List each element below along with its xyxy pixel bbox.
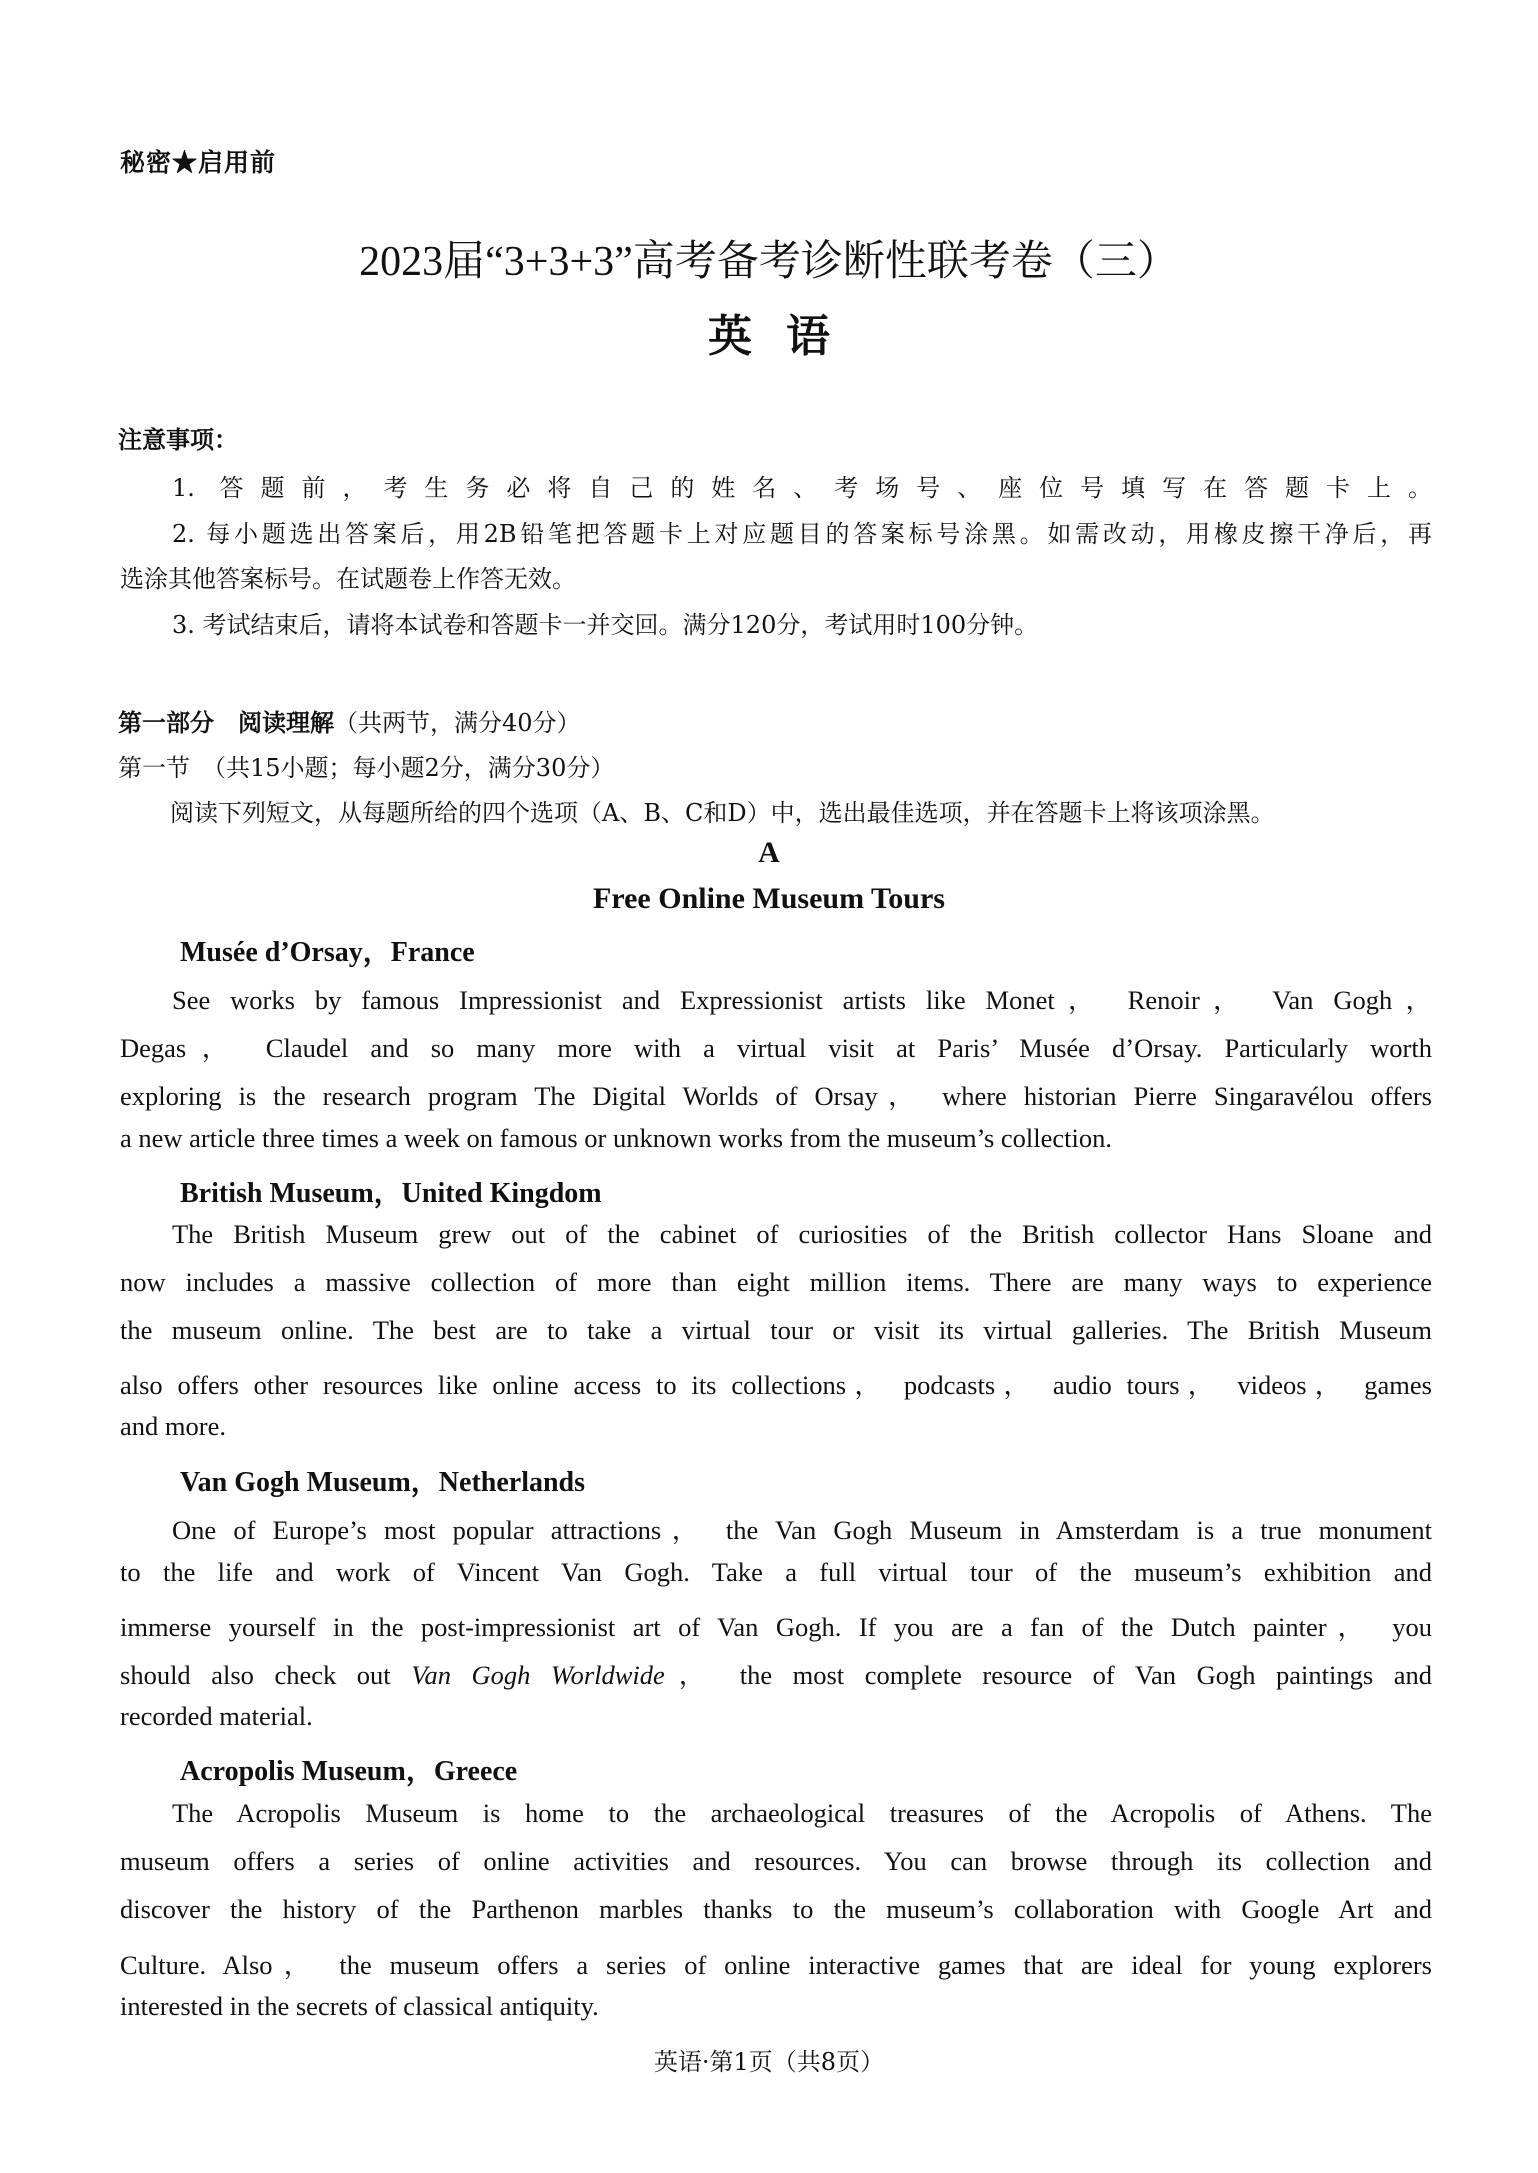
part1-heading-rest: （共两节，满分40分） [334,709,581,737]
passage-title: Free Online Museum Tours [593,882,945,915]
note-item-1: 1. 答题前，考生务必将自己的姓名、考场号、座位号填写在答题卡上。 [172,474,1432,502]
notes-heading: 注意事项： [118,425,238,454]
museum-heading-vangogh: Van Gogh Museum，Netherlands [180,1467,586,1498]
italic-title: Van Gogh Worldwide [411,1660,665,1690]
museum-heading-british: British Museum，United Kingdom [180,1178,602,1209]
paragraph-line: to the life and work of Vincent Van Gogh. Take a full virtual tour of the museum’s exhibition and [120,1557,1432,1587]
paragraph-line: interested in the secrets of classical antiquity. [120,1991,599,2021]
paragraph-line: now includes a massive collection of more than eight million items. There are many ways to experience [120,1267,1432,1297]
instruction: 阅读下列短文，从每题所给的四个选项（A、B、C和D）中，选出最佳选项，并在答题卡上将该项涂黑。 [170,799,1275,827]
note-item-3: 3. 考试结束后，请将本试卷和答题卡一并交回。满分120分，考试用时100分钟。 [172,611,1039,639]
exam-title: 2023届“3+3+3”高考备考诊断性联考卷（三） [359,239,1179,285]
subject-title: 英语 [708,311,864,362]
paragraph-line: museum offers a series of online activities and resources. You can browse through its collection and [120,1846,1432,1876]
part1-heading-bold: 第一部分 阅读理解 [118,708,334,737]
paragraph-line: Culture. Also， the museum offers a series of online interactive games that are ideal for young explorers [120,1950,1432,1980]
paragraph-line: The British Museum grew out of the cabinet of curiosities of the British collector Hans Sloane and [172,1219,1432,1249]
section1-heading: 第一节 （共15小题；每小题2分，满分30分） [118,754,615,782]
paragraph-line: also offers other resources like online access to its collections， podcasts， audio tours， videos， games [120,1370,1432,1400]
paragraph-line: discover the history of the Parthenon marbles thanks to the museum’s collaboration with Google Art and [120,1894,1432,1924]
paragraph-line: recorded material. [120,1701,313,1731]
paragraph-line: The Acropolis Museum is home to the archaeological treasures of the Acropolis of Athens. The [172,1798,1432,1828]
passage-letter: A [758,836,780,869]
museum-heading-acropolis: Acropolis Museum，Greece [180,1756,518,1787]
paragraph-line: See works by famous Impressionist and Expressionist artists like Monet， Renoir， Van Gogh， [172,985,1432,1015]
paragraph-line: should also check out Van Gogh Worldwide， the most complete resource of Van Gogh paintings and [120,1660,1432,1690]
paragraph-line: the museum online. The best are to take a virtual tour or visit its virtual galleries. The British Museum [120,1315,1432,1345]
paragraph-line: Degas， Claudel and so many more with a virtual visit at Paris’ Musée d’Orsay. Particularly worth [120,1033,1432,1063]
paragraph-line: exploring is the research program The Digital Worlds of Orsay， where historian Pierre Singaravélou offers [120,1081,1432,1111]
paragraph-line: One of Europe’s most popular attractions， the Van Gogh Museum in Amsterdam is a true monument [172,1515,1432,1545]
note-item-2-cont: 选涂其他答案标号。在试题卷上作答无效。 [120,565,576,593]
paragraph-line: immerse yourself in the post-impressionist art of Van Gogh. If you are a fan of the Dutch painter， you [120,1612,1432,1642]
museum-heading-orsay: Musée d’Orsay，France [180,937,475,968]
secret-label: 秘密★启用前 [120,148,277,177]
page-footer: 英语·第1页（共8页） [653,2048,885,2076]
part1-heading [118,703,581,738]
note-item-2: 2. 每小题选出答案后，用2B铅笔把答题卡上对应题目的答案标号涂黑。如需改动，用橡皮擦干净后，再 [172,520,1432,548]
paragraph-line: a new article three times a week on famous or unknown works from the museum’s collection. [120,1123,1113,1153]
paragraph-line: and more. [120,1411,226,1441]
